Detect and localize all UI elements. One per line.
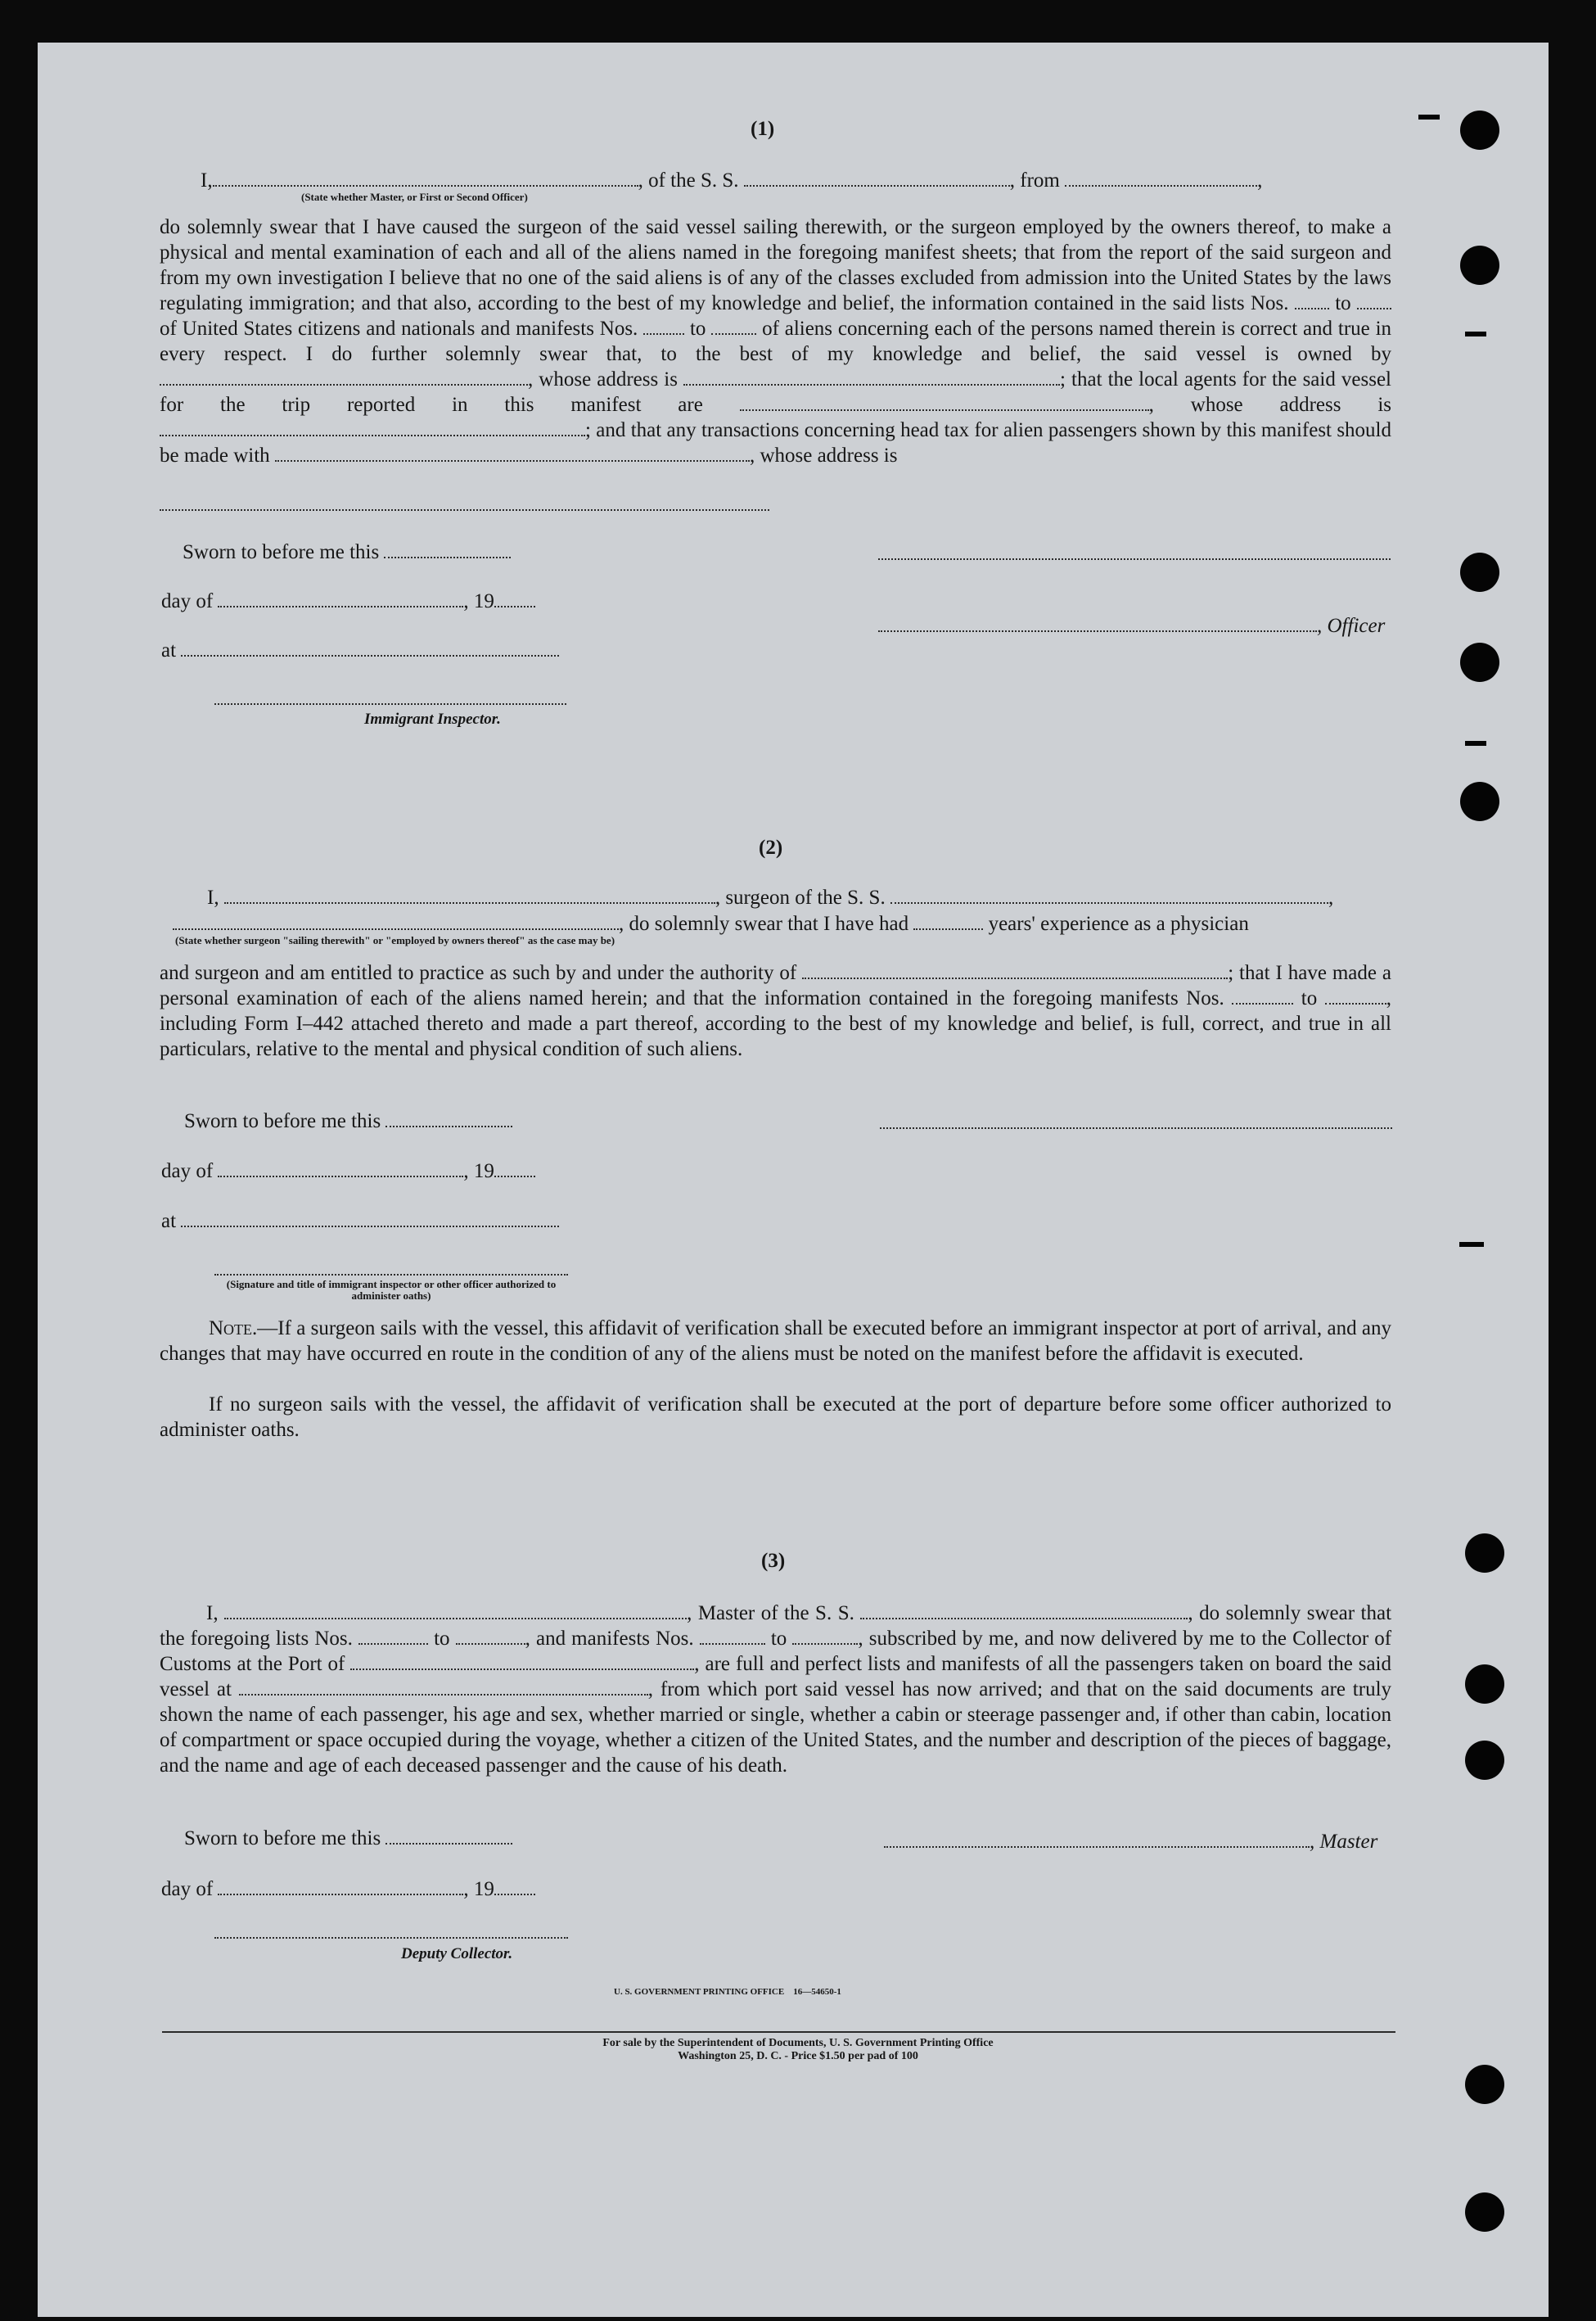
s3-year-label: , 19 — [463, 1878, 494, 1900]
s1-year-label: , 19 — [463, 590, 494, 612]
punch-hole — [1465, 2192, 1504, 2232]
punch-hole — [1465, 1741, 1504, 1780]
note-paragraph-1 — [160, 1316, 1391, 1366]
footer-divider — [162, 2031, 1395, 2033]
s2-month-field[interactable] — [218, 1161, 463, 1177]
printing-office-imprint: U. S. GOVERNMENT PRINTING OFFICE 16—54650-1 — [614, 1987, 841, 1997]
s2-years: years' experience as a physician — [988, 913, 1249, 935]
oath-to-1: to — [1335, 292, 1351, 314]
s1-i: I, — [201, 169, 213, 192]
officer-label: , Officer — [1317, 615, 1386, 637]
oath-text-b: of United States citizens and nationals and manifests Nos. — [160, 318, 638, 340]
oath-text-d: , whose address is — [528, 368, 678, 391]
s2-place-field[interactable] — [181, 1211, 559, 1227]
s2-sworn-label: Sworn to before me this — [184, 1110, 381, 1132]
section-2-line2 — [173, 911, 1249, 937]
officer-signature-field[interactable] — [878, 558, 1391, 560]
immigrant-inspector-label: Immigrant Inspector. — [364, 711, 501, 728]
s3-to-1: to — [434, 1628, 450, 1650]
master-label: , Master — [1310, 1831, 1378, 1853]
s1-of-ss: , of the S. S. — [638, 169, 739, 192]
s3-do-solemnly: , do solemnly — [1188, 1602, 1301, 1624]
s3-embark-port-field[interactable] — [239, 1679, 648, 1696]
s2-sworn-day-field[interactable] — [385, 1111, 512, 1127]
s2-day-of — [161, 1158, 535, 1184]
section-2-number: (2) — [759, 837, 783, 859]
owner-address-field[interactable] — [683, 369, 1060, 386]
s2-to: to — [1301, 987, 1318, 1009]
s3-lists-to-field[interactable] — [456, 1628, 525, 1645]
s1-day-of — [161, 589, 535, 614]
local-agents-field[interactable] — [740, 395, 1149, 411]
manifests-to-field[interactable] — [711, 318, 756, 335]
s3-manifests-all: manifests of all the passengers taken on board the said vessel at — [160, 1653, 1391, 1700]
surgeon-name-field[interactable] — [224, 887, 715, 904]
punch-hole — [1465, 1664, 1504, 1704]
s1-day-of-label: day of — [161, 590, 214, 612]
footer-sale-line: For sale by the Superintendent of Documents, U. S. Government Printing Office — [602, 2037, 994, 2049]
s3-delivered: delivered by me to the Collector of Customs at the Port of — [160, 1628, 1392, 1675]
s3-day-of — [161, 1876, 535, 1902]
s3-lists-from-field[interactable] — [358, 1628, 428, 1645]
s2-at-label: at — [161, 1210, 177, 1232]
owner-field[interactable] — [160, 369, 528, 386]
s2-text-c: , including Form I–442 attached thereto and made a part thereof, according to the best of my knowledge and belief, is full, correct, and true in all particulars, relative to the mental and physical condition of such aliens. — [160, 987, 1391, 1060]
s2-year-label: , 19 — [463, 1160, 494, 1182]
oath-text-e: ; that the local agents for the said vessel for the trip reported in this manifest are — [160, 368, 1391, 416]
section-3-number: (3) — [761, 1550, 786, 1572]
section-2-oath-text — [160, 960, 1391, 1062]
license-authority-field[interactable] — [802, 963, 1228, 979]
footer-price-line: Washington 25, D. C. - Price $1.50 per pad of 100 — [678, 2050, 918, 2062]
s3-port-field[interactable] — [350, 1654, 694, 1670]
oath-text-c: of aliens concerning each of the persons named therein is correct and true in every respect. I do further solemnly swear that, to the best of my knowledge and belief, the said vessel is owned by — [160, 318, 1392, 365]
lists-to-field[interactable] — [1357, 293, 1391, 309]
note-paragraph-2: If no surgeon sails with the vessel, the affidavit of verification shall be executed at the port of departure before some officer authorized to administer oaths. — [160, 1393, 1391, 1441]
s3-and-manifests: , and manifests Nos. — [525, 1628, 694, 1650]
surgeon-signature-field[interactable] — [880, 1127, 1392, 1129]
s3-rest: port said vessel has now arrived; and that on the said documents are truly shown the name of each passenger, his age and sex, whether married or single, whether a cabin or steerage passenger and, if other than cabin, location of compartment or space occupied during the voyage, whether a citizen of the United States, and the number and description of the pieces of baggage, and the name and age of each deceased passenger and the cause of his death. — [160, 1678, 1392, 1777]
note-label: Note. — [209, 1317, 258, 1339]
s1-sworn — [183, 540, 511, 565]
s2-day-of-label: day of — [161, 1160, 214, 1182]
section-3-oath-text — [160, 1601, 1391, 1778]
s3-ship-name-field[interactable] — [860, 1603, 1188, 1619]
lists-from-field[interactable] — [1295, 293, 1329, 309]
s1-from: , from — [1009, 169, 1060, 192]
s2-manifests-from-field[interactable] — [1232, 988, 1293, 1005]
s2-line-end: , — [1328, 887, 1334, 909]
s3-master-of: , Master of the S. S. — [687, 1602, 854, 1624]
s1-at — [161, 638, 559, 663]
s3-manifests-from-field[interactable] — [700, 1628, 765, 1645]
s1-year-field[interactable] — [494, 591, 535, 607]
edge-mark — [1465, 332, 1486, 336]
agents-address-field[interactable] — [160, 420, 585, 436]
s1-sworn-label: Sworn to before me this — [183, 541, 380, 563]
section-1-line1 — [201, 168, 1262, 193]
s2-year-field[interactable] — [494, 1161, 535, 1177]
inspector-signature-field[interactable] — [214, 703, 566, 705]
section-2-line1 — [207, 885, 1333, 910]
s2-sworn — [184, 1109, 512, 1134]
s3-sworn-day-field[interactable] — [385, 1828, 512, 1845]
s3-master-name-field[interactable] — [224, 1603, 687, 1619]
s2-text-a: and surgeon and am entitled to practice as such by and under the authority of — [160, 962, 797, 984]
note-text-1: —If a surgeon sails with the vessel, this affidavit of verification shall be executed before an immigrant inspector at port of arrival, and any changes that may have occurred en route in the condition of any of the aliens must be noted on the manifest before the affidavit is executed. — [160, 1317, 1391, 1365]
head-tax-address-field[interactable] — [160, 509, 769, 511]
section-1-oath-text — [160, 214, 1391, 468]
deputy-collector-label: Deputy Collector. — [401, 1945, 513, 1962]
s3-subscribed: , subscribed by me, and now — [858, 1628, 1095, 1650]
s2-manifests-to-field[interactable] — [1325, 988, 1386, 1005]
punch-hole — [1460, 782, 1499, 821]
deputy-signature-field[interactable] — [214, 1937, 568, 1939]
oath-text-g: ; and that any transactions concerning head tax for alien passengers shown by this manifest should be made with — [160, 419, 1391, 467]
s2-swear: , do solemnly swear that I have had — [619, 913, 909, 935]
s3-month-field[interactable] — [218, 1879, 463, 1895]
departure-port-field[interactable] — [1065, 170, 1257, 187]
s1-line-end: , — [1257, 169, 1263, 192]
s2-ship-name-field[interactable] — [890, 887, 1328, 904]
s1-place-field[interactable] — [181, 640, 559, 657]
oath-text-h: , whose address is — [749, 445, 898, 467]
master-title-caption: (State whether Master, or First or Second Officer) — [301, 191, 528, 203]
s3-sworn — [184, 1826, 512, 1851]
s1-sworn-day-field[interactable] — [384, 542, 511, 558]
s2-text-b: ; that I have made a personal examination of each of the aliens named herein; and that the information contained in the foregoing manifests Nos. — [160, 962, 1392, 1009]
s3-from-which: , from which — [647, 1678, 758, 1700]
s3-year-field[interactable] — [494, 1879, 535, 1895]
edge-mark — [1418, 115, 1440, 120]
s2-i: I, — [207, 887, 219, 909]
s1-month-field[interactable] — [218, 591, 463, 607]
s2-at — [161, 1208, 559, 1234]
s3-to-2: to — [770, 1628, 787, 1650]
s3-sworn-label: Sworn to before me this — [184, 1827, 381, 1849]
edge-mark — [1465, 741, 1486, 746]
punch-hole — [1460, 246, 1499, 285]
punch-hole — [1460, 643, 1499, 682]
s3-full-perfect: , are full and perfect lists and — [694, 1653, 936, 1675]
surgeon-status-caption: (State whether surgeon "sailing therewith" or "employed by owners thereof" as the case may be) — [175, 934, 615, 946]
s3-i: I, — [206, 1602, 219, 1624]
punch-hole — [1465, 2065, 1504, 2104]
oath-text-a: do solemnly swear that I have caused the surgeon of the said vessel sailing therewith, or the surgeon employed by the owners thereof, to make a physical and mental examination of each and all of the aliens named in the foregoing manifest sheets; that from the report of the said surgeon and from my own investigation I believe that no one of the said aliens is of any of the classes excluded from admission into the United States by the laws regulating immigration; and that also, according to the best of my knowledge and belief, the information contained in the said lists Nos. — [160, 216, 1391, 314]
s3-manifests-to-field[interactable] — [792, 1628, 858, 1645]
s2-inspector-signature-field[interactable] — [214, 1274, 568, 1276]
master-signature-field[interactable] — [884, 1831, 1310, 1848]
oath-text-f: , whose address is — [1148, 394, 1391, 416]
s3-master-line — [884, 1829, 1377, 1854]
s3-day-of-label: day of — [161, 1878, 214, 1900]
s1-officer-line — [878, 613, 1385, 639]
s2-surgeon-of: , surgeon of the S. S. — [715, 887, 886, 909]
ship-name-field[interactable] — [744, 170, 1010, 187]
years-experience-field[interactable] — [913, 914, 983, 930]
manifests-from-field[interactable] — [643, 318, 684, 335]
s3-swear-lists: swear that the foregoing lists Nos. — [160, 1602, 1392, 1650]
head-tax-party-field[interactable] — [275, 445, 750, 462]
punch-hole — [1460, 111, 1499, 150]
edge-mark — [1459, 1242, 1484, 1247]
punch-hole — [1460, 553, 1499, 592]
surgeon-status-field[interactable] — [173, 914, 619, 930]
section-1-number: (1) — [751, 118, 775, 140]
punch-hole — [1465, 1533, 1504, 1573]
s2-signature-caption: (Signature and title of immigrant inspector or other officer authorized to administer oaths) — [226, 1278, 557, 1302]
officer-title-field[interactable] — [878, 616, 1317, 632]
master-title-field[interactable] — [213, 170, 638, 187]
s1-at-label: at — [161, 639, 177, 662]
oath-to-2: to — [689, 318, 706, 340]
